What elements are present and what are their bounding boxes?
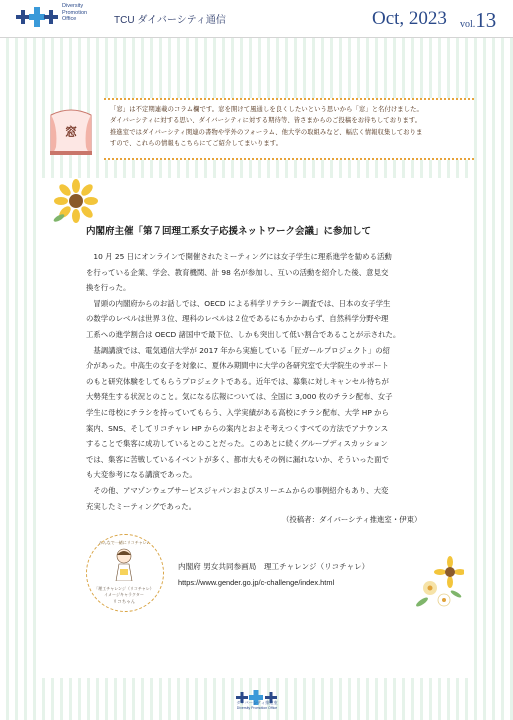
issue-volume: vol.13: [460, 8, 497, 32]
mascot-slogan: みんなで一緒にリコチャレ♪: [98, 540, 150, 545]
header-divider: [0, 37, 513, 38]
header: [0, 0, 513, 38]
article-paragraph: 基調講演では、電気通信大学が 2017 年から実施している「匠ガールプロジェクト」の紹 介があった。中高生の女子を対象に、夏休み期間中に大学の各研究室で大学院生のサポート のもと研究体験をしてもらうプロジェクトである。近年では、募集に対しキャンセル待ちが 大勢発生する状況とのこと。気になる広報については、全国に 3,000 枚のチラシ配布、女子 学生に母校にチラシを持っていてもらう、入学実績がある高校にチラシ配布、大学 HP から 案内、SNS、そしてリコチャレ HP からの案内とおよそ考えつくすべての方法でアナウンス することで集客に成功しているとのことだった。このあとに続くグループディスカッション では、集客に苦戦しているイベントが多く、都市大もその例に漏れないか、そういった面で も大変参考になる講演であった。: [86, 345, 393, 480]
window-icon-label: 窓: [64, 125, 77, 139]
flower-bouquet-decoration-icon: [412, 552, 464, 612]
footer-office-name: ダイバーシティ推進室: [236, 700, 278, 705]
article-paragraph: 10 月 25 日にオンラインで開催されたミーティングには女子学生に理系進学を勧める活動 を行っている企業、学会、教育機関、計 98 名が参加し、互いの活動を紹介した後、意見交 換を行った。: [86, 252, 392, 293]
mascot-caption: 「理工チャレンジ（リコチャレ）: [94, 586, 154, 591]
article-byline: （投稿者：ダイバーシティ推進室・伊東）: [282, 515, 422, 524]
newsletter-title: TCU ダイバーシティ通信: [114, 15, 226, 26]
logo-text: Diversity Promotion Office: [62, 3, 88, 22]
footer-office-subtitle: Diversity Promotion Office: [236, 706, 278, 710]
diversity-logo-icon: [14, 4, 60, 30]
article-title: 内閣府主催「第７回理工系女子応援ネットワーク会議」に参加して: [86, 226, 372, 237]
footer-logo-icon: [232, 680, 282, 716]
mascot-character-icon: [111, 547, 137, 581]
article-paragraph: 冒頭の内閣府からのお話しでは、OECD による科学リテラシー調査では、日本の女子学生 の数学のレベルは世界３位、理科のレベルは２位であるにもかかわらず、自然科学分野や理 工系への進学割合は OECD 諸国中で最下位、しかも突出して低い割合であることが示された。: [86, 298, 401, 339]
mascot-badge: [86, 534, 162, 610]
sunflower-decoration-icon: [53, 178, 99, 224]
issue-date: Oct, 2023: [372, 8, 447, 29]
mascot-caption: イメージキャラクター: [104, 592, 144, 597]
article-paragraph: その他、アマゾンウェブサービスジャパンおよびスリーエムからの事例紹介もあり、大変 充実したミーティングであった。: [86, 485, 389, 511]
mascot-name: リコちゃん: [112, 600, 136, 605]
website-link[interactable]: https://www.gender.go.jp/c-challenge/index.html: [178, 578, 335, 587]
column-intro-text: 「窓」は不定期連載のコラム欄です。窓を開けて風通しを良くしたいという思いから「窓」と名付けました。 ダイバーシティに対する思い、ダイバーシティに対する期待等、皆さまからのご投稿をお待ちしております。 推進室ではダイバーシティ関連の書物や学外のフォーラム、他大学の取組みなど、幅広く情報収集しておりま すので、これらの情報もこちらにてご紹介してまいります。: [110, 106, 423, 147]
article-body: [86, 249, 438, 514]
column-intro-box: [104, 98, 474, 160]
organization-name: 内閣府 男女共同参画局 理工チャレンジ（リコチャレ）: [178, 562, 370, 571]
